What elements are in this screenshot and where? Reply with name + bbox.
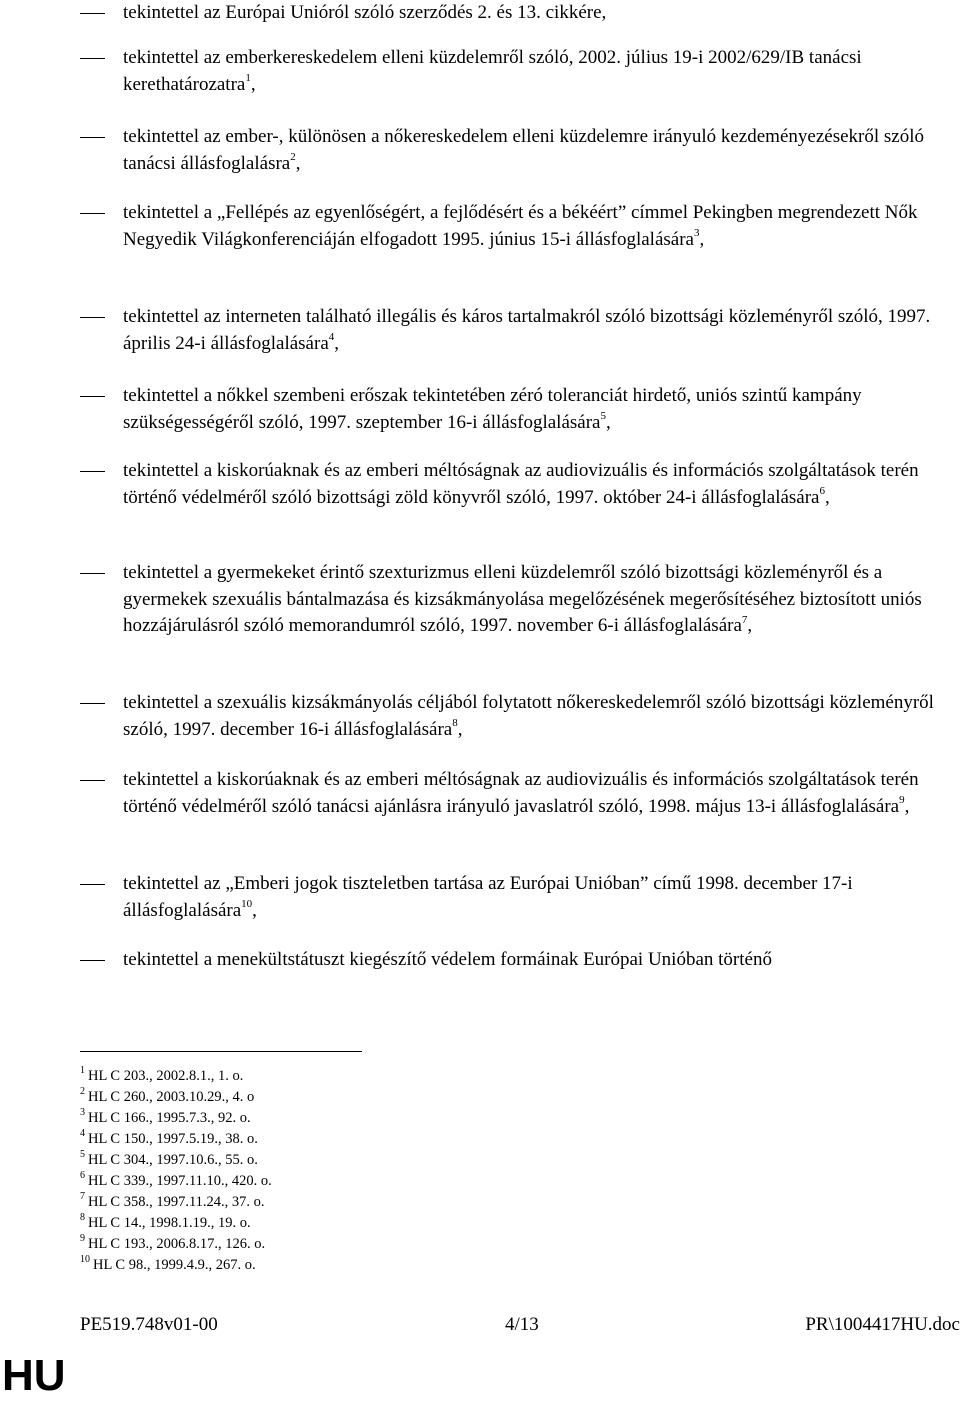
recital-text: tekintettel az emberkereskedelem elleni küzdelemről szóló, 2002. július 19-i 2002/629/IB tanácsi kerethatározatra$^1$, (123, 47, 862, 95)
page-number: 4/13 (505, 1314, 539, 1335)
footnote-ref: 6 (819, 485, 825, 498)
recital-text: tekintettel a szexuális kizsákmányolás céljából folytatott nőkereskedelemről szóló bizottsági közleményről szóló, 1997. december 16-i állásfoglalására$^8$, (123, 692, 934, 740)
recital-text: tekintettel a „Fellépés az egyenlőségért, a fejlődésért és a békéért” címmel Pekingben megrendezett Nők Negyedik Világkonferenciáján elfogadott 1995. június 15-i állásfoglalására$^3$, (123, 202, 918, 250)
footnote-number: 10 (80, 1254, 90, 1266)
recital-text: tekintettel a menekültstátuszt kiegészítő védelem formáinak Európai Unióban történő (123, 949, 772, 970)
recital-text: tekintettel az ember-, különösen a nőkereskedelem elleni küzdelemre irányuló kezdeményezésekről szóló tanácsi állásfoglalásra$^2$, (123, 126, 924, 174)
footnote (80, 1150, 480, 1171)
footnote-text: HL C 358., 1997.11.24., 37. o. (88, 1194, 265, 1210)
footnote-ref: 8 (452, 717, 458, 730)
footnote-number: 7 (80, 1191, 85, 1203)
footnote-text: HL C 260., 2003.10.29., 4. o (88, 1089, 255, 1105)
footnote-text: HL C 339., 1997.11.10., 420. o. (88, 1173, 272, 1189)
recital-text: tekintettel az interneten található illegális és káros tartalmakról szóló bizottsági közleményről szóló, 1997. április 24-i állásfoglalására$^4$, (123, 306, 931, 354)
language-code: HU (2, 1351, 66, 1400)
footnote-number: 8 (80, 1212, 85, 1224)
footnote (80, 1192, 480, 1213)
dash-bullet (80, 471, 105, 472)
footnote-number: 1 (80, 1065, 85, 1077)
footnote-number: 3 (80, 1107, 85, 1119)
footnote (80, 1171, 480, 1192)
recital-text: tekintettel az Európai Unióról szóló szerződés 2. és 13. cikkére, (123, 2, 607, 23)
footnote-number: 5 (80, 1149, 85, 1161)
footnote-number: 4 (80, 1128, 85, 1140)
page-footer (0, 1312, 960, 1338)
document-reference: PE519.748v01-00 (80, 1314, 218, 1335)
dash-bullet (80, 780, 105, 781)
footnote-list (80, 1066, 480, 1276)
dash-bullet (80, 396, 105, 397)
dash-bullet (80, 960, 105, 961)
footnote-number: 2 (80, 1086, 85, 1098)
recital-text: tekintettel a gyermekeket érintő szexturizmus elleni küzdelemről szóló bizottsági közleményről és a gyermekek szexuális bántalmazása és kizsákmányolása megelőzésének megerősítéséhez biztosított uniós hozzájárulásról szóló memorandumról szóló, 1997. november 6-i állásfoglalására$^7$, (123, 562, 922, 636)
footnote-text: HL C 203., 2002.8.1., 1. o. (88, 1068, 244, 1084)
dash-bullet (80, 13, 105, 14)
footnote-number: 9 (80, 1233, 85, 1245)
dash-bullet (80, 317, 105, 318)
footnote (80, 1108, 480, 1129)
footnote-text: HL C 304., 1997.10.6., 55. o. (88, 1152, 258, 1168)
footnote-ref: 7 (741, 613, 748, 626)
recital-text: tekintettel a nőkkel szembeni erőszak tekintetében zéró toleranciát hirdető, uniós szintű kampány szükségességéről szóló, 1997. szeptember 16-i állásfoglalására$^5$, (123, 385, 862, 433)
footnote-ref: 4 (328, 331, 335, 344)
dash-bullet (80, 703, 105, 704)
file-reference: PR\1004417HU.doc (805, 1314, 960, 1335)
footnote-separator (80, 1051, 362, 1052)
recital-text: tekintettel a kiskorúaknak és az emberi méltóságnak az audiovizuális és információs szolgáltatások terén történő védelméről szóló bizottsági zöld könyvről szóló, 1997. október 24-i állásfoglalására$^6$, (123, 460, 919, 508)
footnote-ref: 9 (899, 794, 905, 807)
footnote-ref: 5 (600, 410, 606, 423)
footnote-ref: 10 (241, 898, 253, 911)
footnote (80, 1087, 480, 1108)
footnote (80, 1066, 480, 1087)
dash-bullet (80, 884, 105, 885)
footnote-text: HL C 14., 1998.1.19., 19. o. (88, 1215, 251, 1231)
dash-bullet (80, 58, 105, 59)
footnote-text: HL C 150., 1997.5.19., 38. o. (88, 1131, 258, 1147)
footnote-ref: 2 (290, 151, 296, 164)
footnote-ref: 1 (245, 72, 251, 85)
footnote (80, 1213, 480, 1234)
footnote-text: HL C 166., 1995.7.3., 92. o. (88, 1110, 251, 1126)
dash-bullet (80, 137, 105, 138)
footnote (80, 1129, 480, 1150)
footnote-number: 6 (80, 1170, 85, 1182)
footnote-text: HL C 193., 2006.8.17., 126. o. (88, 1236, 266, 1252)
footnote (80, 1255, 480, 1276)
footnote-ref: 3 (693, 227, 700, 240)
recital-text: tekintettel az „Emberi jogok tiszteletben tartása az Európai Unióban” című 1998. december 17-i állásfoglalására$^{10}$, (123, 873, 853, 921)
dash-bullet (80, 573, 105, 574)
recital-text: tekintettel a kiskorúaknak és az emberi méltóságnak az audiovizuális és információs szolgáltatások terén történő védelméről szóló tanácsi ajánlásra irányuló javaslatról szóló, 1998. május 13-i állásfoglalására$^9$, (123, 769, 919, 817)
footnote-text: HL C 98., 1999.4.9., 267. o. (93, 1257, 256, 1273)
footnote (80, 1234, 480, 1255)
dash-bullet (80, 213, 105, 214)
